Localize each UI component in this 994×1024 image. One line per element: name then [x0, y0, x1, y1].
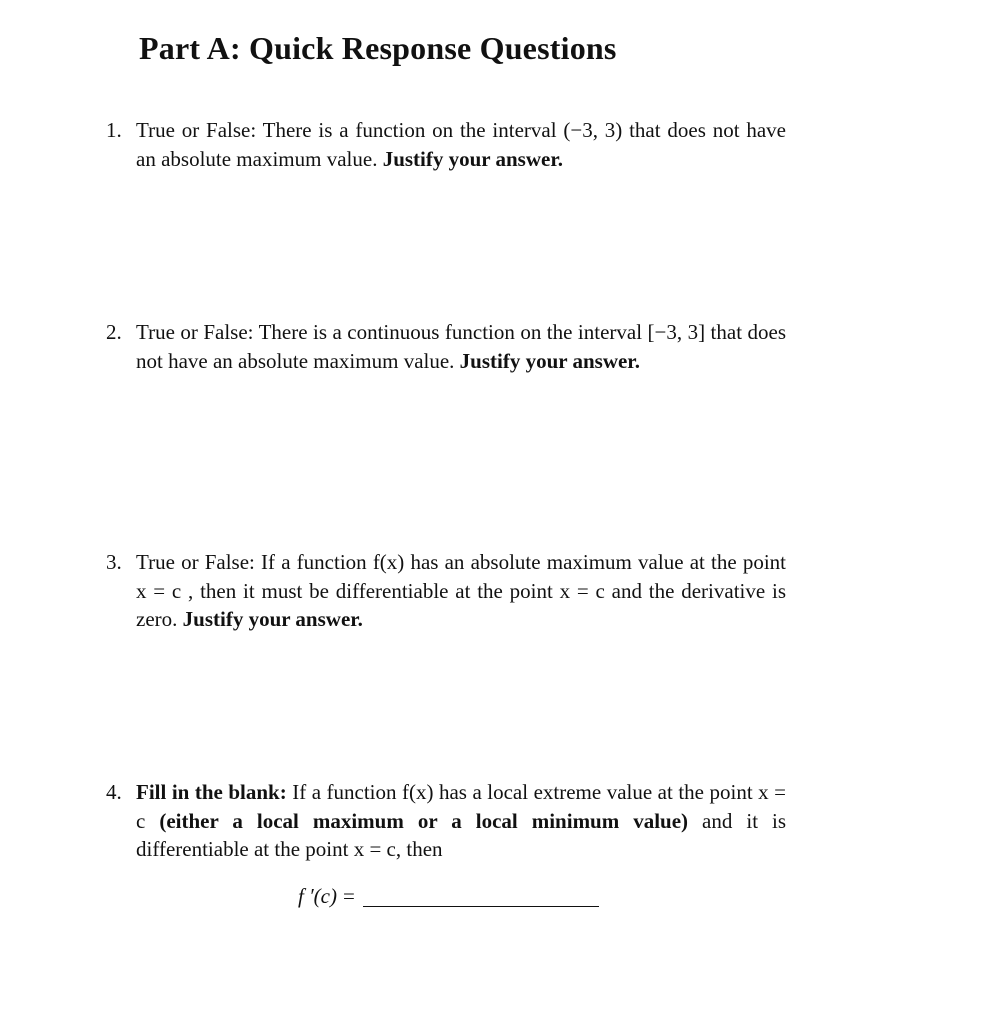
question-number: 2.	[106, 320, 122, 344]
blank-label: f ′(c)	[298, 884, 337, 908]
question-1	[106, 116, 786, 173]
blank-equals: =	[343, 884, 355, 908]
question-text: If a function f(x) has a local extreme value at the point x = c	[136, 780, 786, 833]
question-3	[106, 548, 786, 634]
question-text-block	[136, 318, 786, 375]
question-text: True or False: There is a function on the interval (−3, 3) that does not have an absolute maximum value.	[136, 118, 786, 171]
question-lead: Fill in the blank:	[136, 780, 287, 804]
fill-in-blank	[298, 882, 599, 909]
question-number: 1.	[106, 118, 122, 142]
question-text: True or False: There is a continuous function on the interval [−3, 3] that does not have an absolute maximum value.	[136, 320, 786, 373]
question-text-block	[136, 778, 786, 864]
question-text-block	[136, 548, 786, 634]
question-4	[106, 778, 786, 864]
question-number: 4.	[106, 780, 122, 804]
question-emphasis: Justify your answer.	[459, 348, 640, 373]
question-parenthetical: (either a local maximum or a local minimum value)	[159, 808, 689, 833]
question-number: 3.	[106, 550, 122, 574]
question-text-continued: and it is differentiable at the point x = c, then	[136, 808, 787, 861]
page-title: Part A: Quick Response Questions	[139, 30, 617, 66]
question-text-block	[136, 116, 786, 173]
question-text: True or False: If a function f(x) has an absolute maximum value at the point x = c , then it must be differentiable at the point x = c and the derivative is zero.	[136, 550, 786, 631]
question-2	[106, 318, 786, 375]
question-emphasis: Justify your answer.	[382, 146, 563, 171]
answer-blank[interactable]	[363, 882, 599, 907]
question-emphasis: Justify your answer.	[182, 607, 363, 631]
